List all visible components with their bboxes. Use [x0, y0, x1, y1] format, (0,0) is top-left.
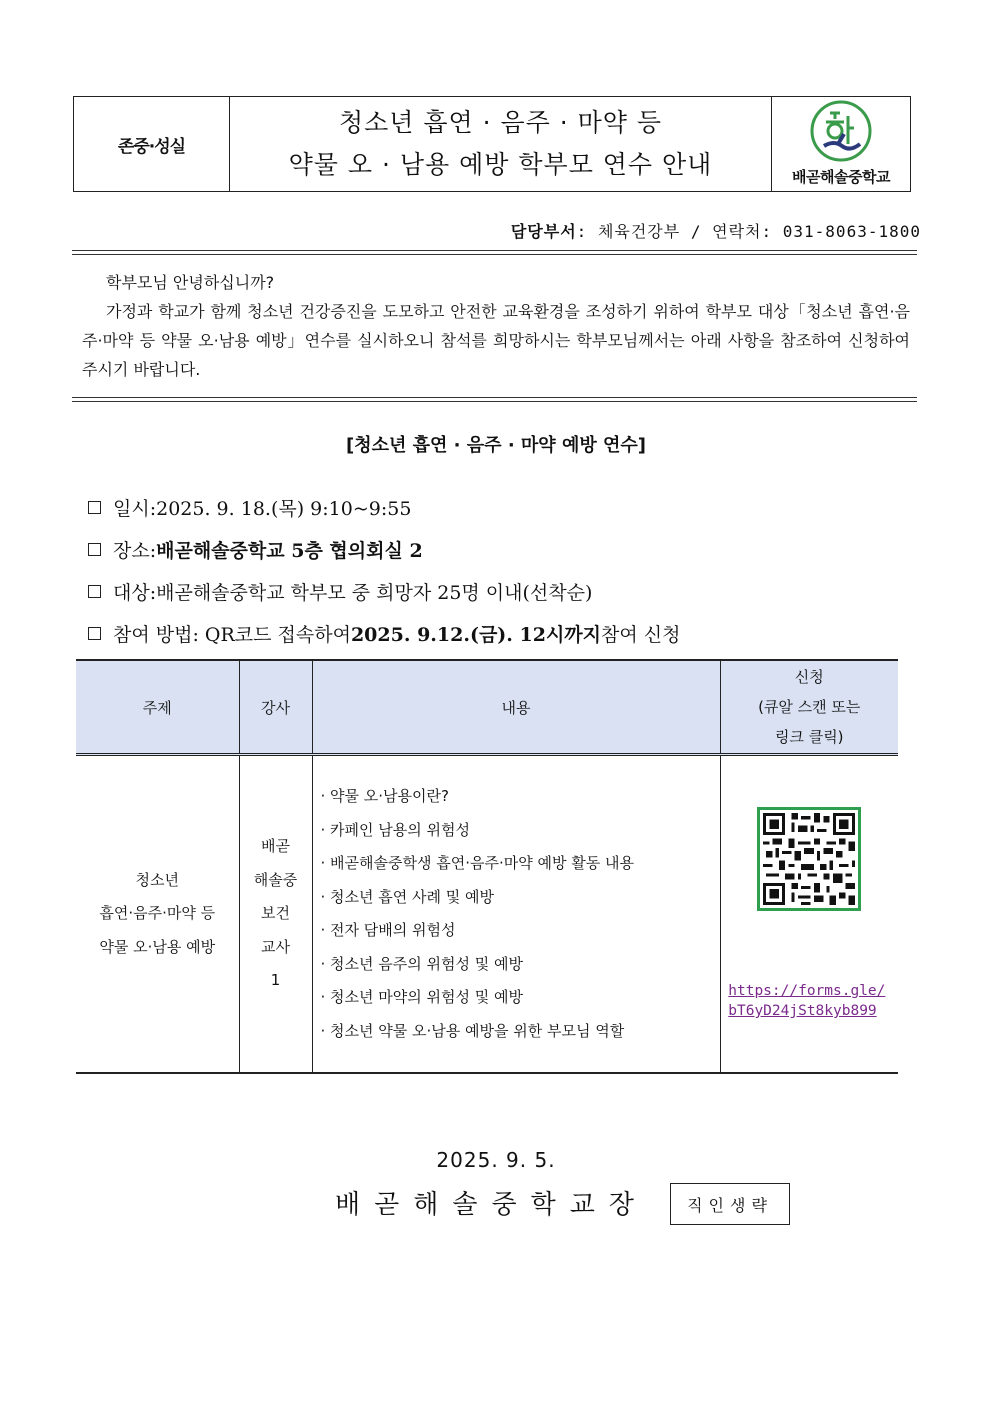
table-header-row — [76, 660, 898, 755]
dept-value: : 체육건강부 / — [576, 222, 713, 241]
intro-text — [82, 268, 910, 384]
list-item-target: 대상: 배곧해솔중학교 학부모 중 희망자 25명 이내(선착순) — [88, 570, 681, 612]
list-item: · 청소년 음주의 위험성 및 예방 — [320, 954, 523, 973]
phone-value: : 031-8063-1800 — [761, 222, 921, 241]
apply-cell — [720, 755, 898, 1074]
lecturer-cell: 배곧 해솔중 보건 교사 1 — [239, 755, 312, 1074]
content-cell — [312, 755, 720, 1074]
list-item: · 청소년 마약의 위험성 및 예방 — [320, 988, 523, 1006]
school-emblem-icon — [808, 98, 874, 164]
header-box — [73, 96, 911, 192]
checkbox-square-icon — [88, 501, 101, 514]
place-value: 배곧해솔중학교 5층 협의회실 2 — [156, 539, 423, 562]
apply-form-link[interactable]: https://forms.gle/bT6yD24jSt8kyb899 — [728, 983, 886, 1019]
greeting: 학부모님 안녕하십니까? — [106, 273, 275, 292]
school-logo — [772, 97, 910, 191]
list-item-place: 장소: 배곧해솔중학교 5층 협의회실 2 — [88, 528, 681, 570]
seal-omitted-box: 직인생략 — [670, 1183, 790, 1225]
motto: 존중·성실 — [74, 97, 230, 191]
info-list — [88, 486, 681, 654]
col-header-lecturer: 강사 — [239, 660, 312, 755]
title-line-2: 약물 오 · 남용 예방 학부모 연수 안내 — [288, 150, 713, 179]
list-item: · 청소년 흡연 사례 및 예방 — [320, 887, 495, 906]
school-logo-name: 배곧해솔중학교 — [792, 168, 890, 186]
method-deadline: 2025. 9.12.(금). 12시까지 — [350, 623, 602, 646]
list-item: · 배곧해솔중학생 흡연·음주·마약 예방 활동 내용 — [320, 854, 634, 872]
qr-code-icon[interactable] — [757, 807, 861, 911]
col-header-content: 내용 — [312, 660, 720, 755]
divider-top — [72, 250, 917, 255]
section-title: [청소년 흡연 · 음주 · 마약 예방 연수] — [345, 435, 647, 456]
col-header-topic: 주제 — [76, 660, 239, 755]
list-item: · 전자 담배의 위험성 — [320, 921, 456, 939]
program-table — [76, 659, 898, 1074]
date-value: 2025. 9. 18.(목) 9:10~9:55 — [156, 497, 412, 520]
checkbox-square-icon — [88, 543, 101, 556]
divider-bottom — [72, 397, 917, 402]
list-item-date: 일시: 2025. 9. 18.(목) 9:10~9:55 — [88, 486, 681, 528]
document-title — [230, 97, 772, 191]
list-item: · 약물 오·남용이란? — [320, 787, 449, 805]
school-principal: 배곧해솔중학교장 — [335, 1190, 648, 1220]
target-value: 배곧해솔중학교 학부모 중 희망자 25명 이내(선착순) — [156, 581, 593, 604]
list-item: · 카페인 남용의 위험성 — [320, 820, 470, 839]
table-row — [76, 755, 898, 1074]
intro-body: 가정과 학교가 함께 청소년 건강증진을 도모하고 안전한 교육환경을 조성하기 위하여 학부모 대상「청소년 흡연·음주·마약 등 약물 오·남용 예방」연수를 실시하오니 참석를 희망하시는 학부모님께서는 아래 사항을 참조하여 신청하여 주시기 바랍니다. — [82, 302, 910, 379]
issue-date: 2025. 9. 5. — [436, 1148, 556, 1172]
list-item: · 청소년 약물 오·남용 예방을 위한 부모님 역할 — [320, 1021, 625, 1040]
contact-line — [511, 219, 921, 242]
dept-label: 담당부서 — [510, 222, 577, 241]
checkbox-square-icon — [88, 627, 101, 640]
title-line-1: 청소년 흡연 · 음주 · 마약 등 — [338, 108, 663, 137]
phone-label: 연락처 — [712, 222, 762, 241]
list-item-method: 참여 방법: QR코드 접속하여 2025. 9.12.(금). 12시까지 참여 신청 — [88, 612, 681, 654]
checkbox-square-icon — [88, 585, 101, 598]
col-header-apply: 신청 (큐알 스캔 또는 링크 클릭) — [720, 660, 898, 755]
topic-cell: 청소년 흡연·음주·마약 등 약물 오·남용 예방 — [76, 755, 239, 1074]
